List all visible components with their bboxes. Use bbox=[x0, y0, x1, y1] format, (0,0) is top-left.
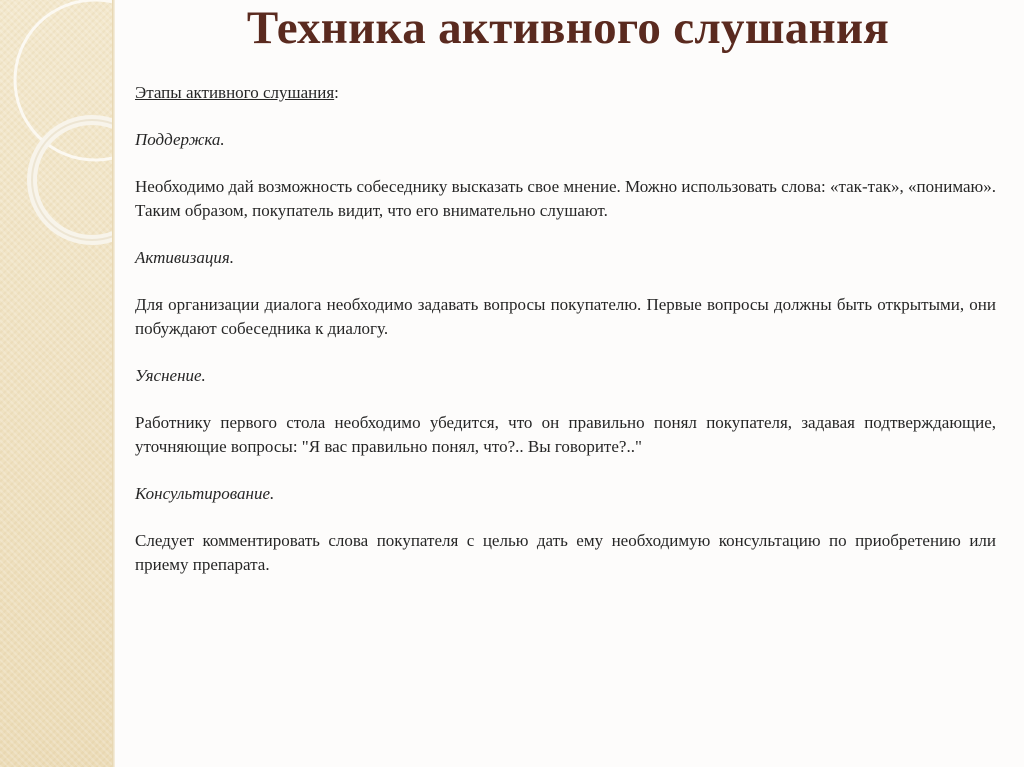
section-text-consulting: Следует комментировать слова покупателя с целью дать ему необходимую консультацию по приобретению или приему препарата. bbox=[135, 531, 996, 574]
slide-title: Техника активного слушания bbox=[246, 2, 890, 54]
decorative-rings-icon bbox=[0, 0, 112, 767]
panel-divider bbox=[112, 0, 115, 767]
intro-line bbox=[135, 81, 996, 105]
slide-content bbox=[135, 81, 996, 600]
section-heading-clarification: Уяснение. bbox=[135, 366, 206, 385]
section-text-support: Необходимо дай возможность собеседнику высказать свое мнение. Можно использовать слова: «так-так», «понимаю». Таким образом, покупатель видит, что его внимательно слушают. bbox=[135, 177, 996, 220]
section-text-activation: Для организации диалога необходимо задавать вопросы покупателю. Первые вопросы должны быть открытыми, они побуждают собеседника к диалогу. bbox=[135, 295, 996, 338]
decorative-side-panel bbox=[0, 0, 112, 767]
section-heading-support: Поддержка. bbox=[135, 130, 225, 149]
intro-label: Этапы активного слушания bbox=[135, 83, 335, 102]
section-heading-consulting: Консультирование. bbox=[135, 484, 275, 503]
section-text-clarification: Работнику первого стола необходимо убедится, что он правильно понял покупателя, задавая подтверждающие, уточняющие вопросы: "Я вас правильно понял, что?.. Вы говорите?.." bbox=[135, 413, 996, 456]
section-heading-activation: Активизация. bbox=[135, 248, 235, 267]
intro-suffix: : bbox=[334, 83, 339, 102]
